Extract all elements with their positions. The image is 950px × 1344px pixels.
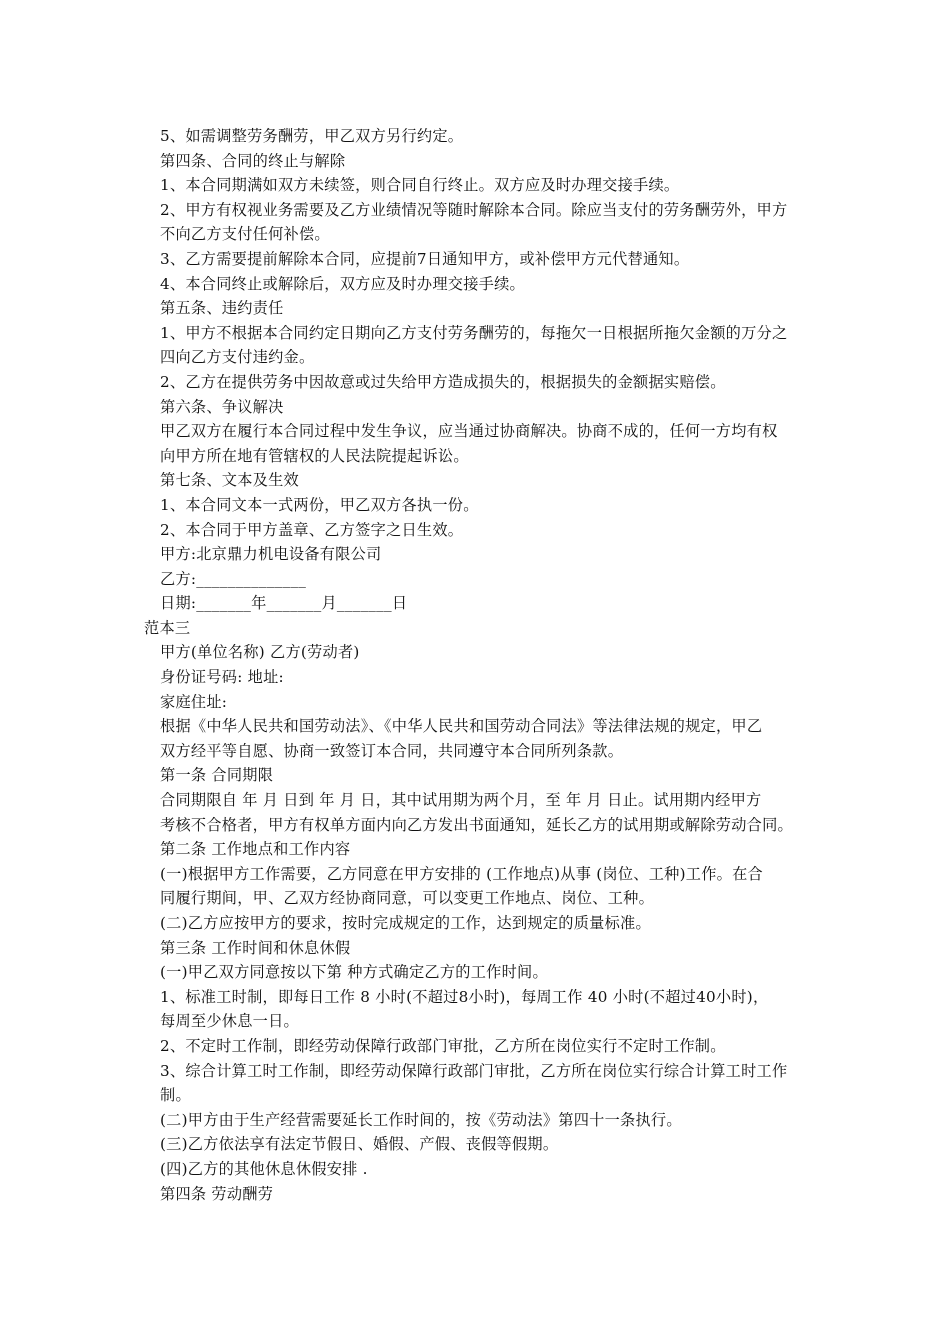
text-line: 向甲方所在地有管辖权的人民法院提起诉讼。: [160, 446, 469, 465]
text-line: 5、如需调整劳务酬劳，甲乙双方另行约定。: [160, 127, 464, 145]
text-line: 2、不定时工作制，即经劳动保障行政部门审批，乙方所在岗位实行不定时工作制。: [160, 1036, 726, 1055]
text-line: 第四条 劳动酬劳: [160, 1184, 274, 1203]
text-line: 同履行期间，甲、乙双方经协商同意，可以变更工作地点、岗位、工种。: [160, 889, 654, 908]
text-line: 日期:_______年_______月_______日: [160, 594, 408, 613]
text-line: 1、本合同文本一式两份，甲乙双方各执一份。: [160, 495, 479, 514]
text-line: 第三条 工作时间和休息休假: [160, 938, 351, 957]
text-line: 4、本合同终止或解除后，双方应及时办理交接手续。: [160, 274, 525, 293]
text-line: 2、乙方在提供劳务中因故意或过失给甲方造成损失的，根据损失的金额据实赔偿。: [160, 372, 726, 391]
text-line: 甲方(单位名称) 乙方(劳动者): [160, 643, 360, 662]
text-line: 合同期限自 年 月 日到 年 月 日，其中试用期为两个月，至 年 月 日止。试用期内经甲方: [160, 791, 762, 810]
text-line: 甲方:北京鼎力机电设备有限公司: [160, 545, 382, 564]
document-page: [0, 124, 950, 1206]
text-line: (一)甲乙双方同意按以下第 种方式确定乙方的工作时间。: [160, 963, 548, 982]
text-line: 2、本合同于甲方盖章、乙方签字之日生效。: [160, 520, 464, 539]
text-line: 1、本合同期满如双方未续签，则合同自行终止。双方应及时办理交接手续。: [160, 176, 680, 195]
text-line: 家庭住址:: [160, 692, 228, 711]
text-line: 不向乙方支付任何补偿。: [160, 225, 330, 244]
text-line: (二)甲方由于生产经营需要延长工作时间的，按《劳动法》第四十一条执行。: [160, 1110, 682, 1129]
text-line: 制。: [160, 1086, 191, 1105]
text-line: 甲乙双方在履行本合同过程中发生争议，应当通过协商解决。协商不成的，任何一方均有权: [160, 422, 778, 441]
text-line: 第四条、合同的终止与解除: [160, 151, 346, 170]
text-line: 1、标准工时制，即每日工作 8 小时(不超过8小时)，每周工作 40 小时(不超过40小时)，: [160, 987, 769, 1006]
text-line: 第二条 工作地点和工作内容: [160, 840, 351, 859]
text-line: 每周至少休息一日。: [160, 1012, 299, 1031]
text-line: 3、综合计算工时工作制，即经劳动保障行政部门审批，乙方所在岗位实行综合计算工时工作: [160, 1061, 788, 1080]
text-line: 双方经平等自愿、协商一致签订本合同，共同遵守本合同所列条款。: [160, 741, 624, 760]
text-line: (三)乙方依法享有法定节假日、婚假、产假、丧假等假期。: [160, 1135, 559, 1154]
text-line: 范本三: [144, 618, 191, 637]
text-line: (二)乙方应按甲方的要求，按时完成规定的工作，达到规定的质量标准。: [160, 914, 651, 932]
text-line: 身份证号码: 地址:: [160, 668, 284, 687]
text-line: 3、乙方需要提前解除本合同，应提前7日通知甲方，或补偿甲方元代替通知。: [160, 249, 690, 268]
text-line: (四)乙方的其他休息休假安排 .: [160, 1159, 368, 1178]
text-line: 第一条 合同期限: [160, 766, 274, 785]
text-line: (一)根据甲方工作需要，乙方同意在甲方安排的 (工作地点)从事 (岗位、工种)工作。在合: [160, 864, 763, 883]
text-line: 根据《中华人民共和国劳动法》、《中华人民共和国劳动合同法》等法律法规的规定，甲乙: [160, 717, 763, 736]
text-line: 第七条、文本及生效: [160, 471, 299, 490]
text-line: 第六条、争议解决: [160, 397, 284, 416]
text-line: 乙方:______________: [160, 569, 307, 588]
text-line: 2、甲方有权视业务需要及乙方业绩情况等随时解除本合同。除应当支付的劳务酬劳外，甲方: [160, 200, 788, 219]
text-line: 第五条、违约责任: [160, 299, 284, 318]
document-body: [0, 124, 950, 1206]
text-line: 四向乙方支付违约金。: [160, 348, 315, 367]
text-line: 1、甲方不根据本合同约定日期向乙方支付劳务酬劳的，每拖欠一日根据所拖欠金额的万分之: [160, 323, 788, 342]
text-line: 考核不合格者，甲方有权单方面内向乙方发出书面通知，延长乙方的试用期或解除劳动合同。: [160, 815, 793, 834]
